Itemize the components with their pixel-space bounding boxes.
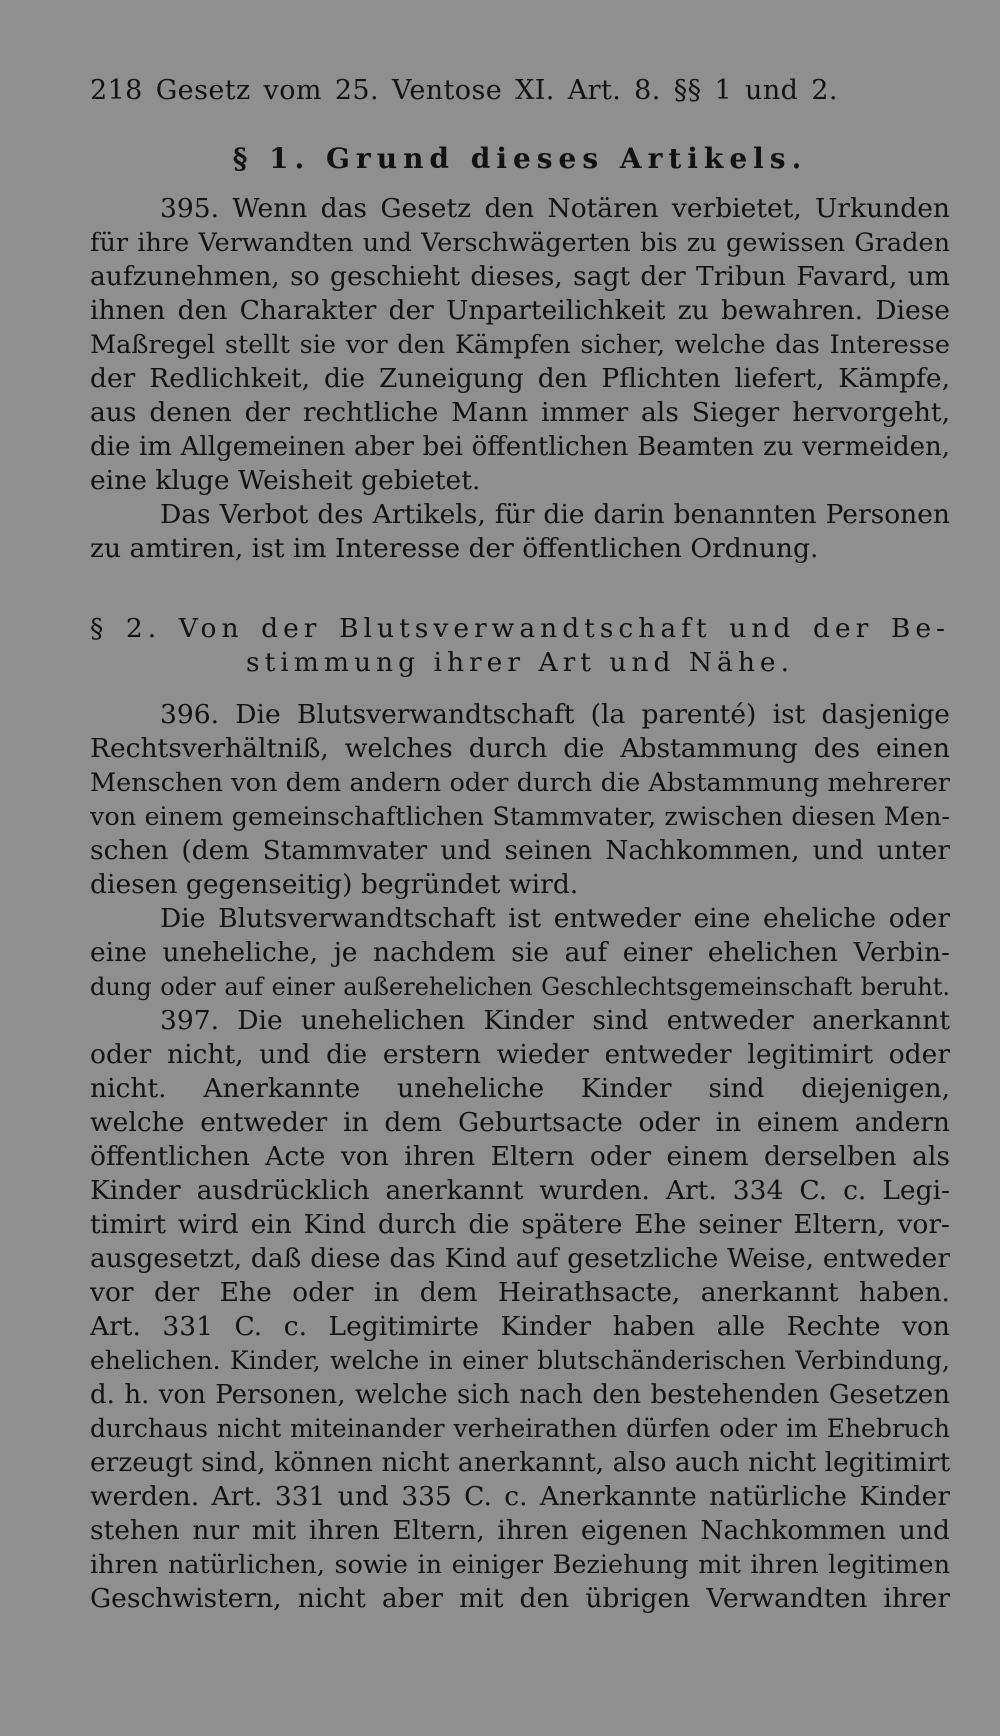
text-line: Geschwistern, nicht aber mit den übrigen Verwandten ihrer bbox=[90, 1583, 950, 1614]
text-line: nicht. Anerkannte uneheliche Kinder sind diejenigen, bbox=[90, 1073, 950, 1104]
text-line: vor der Ehe oder in dem Heirathsacte, anerkannt haben. bbox=[90, 1277, 950, 1308]
text-line: eine uneheliche, je nachdem sie auf einer ehelichen Verbin- bbox=[90, 937, 950, 968]
text-line: erzeugt sind, können nicht anerkannt, also auch nicht legitimirt bbox=[90, 1447, 950, 1478]
section-1-heading: § 1. Grund dieses Artikels. bbox=[232, 142, 808, 175]
text-line: aus denen der rechtliche Mann immer als Sieger hervorgeht, bbox=[90, 397, 950, 428]
text-line: Maßregel stellt sie vor den Kämpfen sicher, welche das Interesse bbox=[90, 330, 950, 360]
text-line: zu amtiren, ist im Interesse der öffentlichen Ordnung. bbox=[90, 533, 819, 564]
text-line: d. h. von Personen, welche sich nach den bestehenden Gesetzen bbox=[90, 1380, 950, 1410]
text-line: dung oder auf einer außerehelichen Geschlechtsgemeinschaft beruht. bbox=[90, 973, 950, 1001]
text-line: Kinder ausdrücklich anerkannt wurden. Art. 334 C. c. Legi- bbox=[90, 1175, 950, 1206]
text-line: 396. Die Blutsverwandtschaft (la parenté) ist dasjenige bbox=[160, 699, 950, 730]
text-line: für ihre Verwandten und Verschwägerten bis zu gewissen Graden bbox=[90, 228, 950, 258]
text-line: diesen gegenseitig) begründet wird. bbox=[90, 869, 579, 900]
text-line: Art. 331 C. c. Legitimirte Kinder haben alle Rechte von bbox=[90, 1311, 950, 1342]
text-line: der Redlichkeit, die Zuneigung den Pflichten liefert, Kämpfe, bbox=[90, 363, 950, 394]
section-2-heading: § 2. Von der Blutsverwandtschaft und der Be- bbox=[90, 613, 950, 644]
section-2-heading-continued: stimmung ihrer Art und Nähe. bbox=[245, 647, 795, 678]
text-line: die im Allgemeinen aber bei öffentlichen Beamten zu vermeiden, bbox=[90, 432, 950, 462]
text-line: öffentlichen Acte von ihren Eltern oder einem derselben als bbox=[90, 1141, 950, 1172]
text-line: 397. Die unehelichen Kinder sind entweder anerkannt bbox=[160, 1005, 950, 1036]
text-line: aufzunehmen, so geschieht dieses, sagt der Tribun Favard, um bbox=[90, 261, 950, 292]
text-line: stehen nur mit ihren Eltern, ihren eigenen Nachkommen und bbox=[90, 1515, 950, 1546]
text-line: ihnen den Charakter der Unparteilichkeit zu bewahren. Diese bbox=[90, 295, 950, 326]
text-line: ihren natürlichen, sowie in einiger Beziehung mit ihren legitimen bbox=[90, 1550, 950, 1580]
text-line: 395. Wenn das Gesetz den Notären verbietet, Urkunden bbox=[160, 193, 950, 224]
text-line: von einem gemeinschaftlichen Stammvater, zwischen diesen Men- bbox=[90, 802, 950, 832]
text-line: schen (dem Stammvater und seinen Nachkommen, und unter bbox=[90, 835, 950, 866]
text-line: Das Verbot des Artikels, für die darin benannten Personen bbox=[160, 499, 950, 530]
text-line: ehelichen. Kinder, welche in einer blutschänderischen Verbindung, bbox=[90, 1346, 950, 1375]
text-line: Die Blutsverwandtschaft ist entweder eine eheliche oder bbox=[160, 903, 950, 934]
text-line: ausgesetzt, daß diese das Kind auf gesetzliche Weise, entweder bbox=[90, 1243, 950, 1274]
text-line: welche entweder in dem Geburtsacte oder in einem andern bbox=[90, 1107, 950, 1138]
text-line: Rechtsverhältniß, welches durch die Abstammung des einen bbox=[90, 733, 950, 764]
text-line: durchaus nicht miteinander verheirathen dürfen oder im Ehebruch bbox=[90, 1414, 950, 1443]
text-line: eine kluge Weisheit gebietet. bbox=[90, 465, 481, 496]
running-header: 218 Gesetz vom 25. Ventose XI. Art. 8. §§ 1 und 2. bbox=[90, 75, 838, 106]
text-line: werden. Art. 331 und 335 C. c. Anerkannte natürliche Kinder bbox=[90, 1481, 950, 1512]
text-line: Menschen von dem andern oder durch die Abstammung mehrerer bbox=[90, 768, 950, 798]
text-line: timirt wird ein Kind durch die spätere Ehe seiner Eltern, vor- bbox=[90, 1209, 950, 1240]
text-line: oder nicht, und die erstern wieder entweder legitimirt oder bbox=[90, 1039, 950, 1070]
